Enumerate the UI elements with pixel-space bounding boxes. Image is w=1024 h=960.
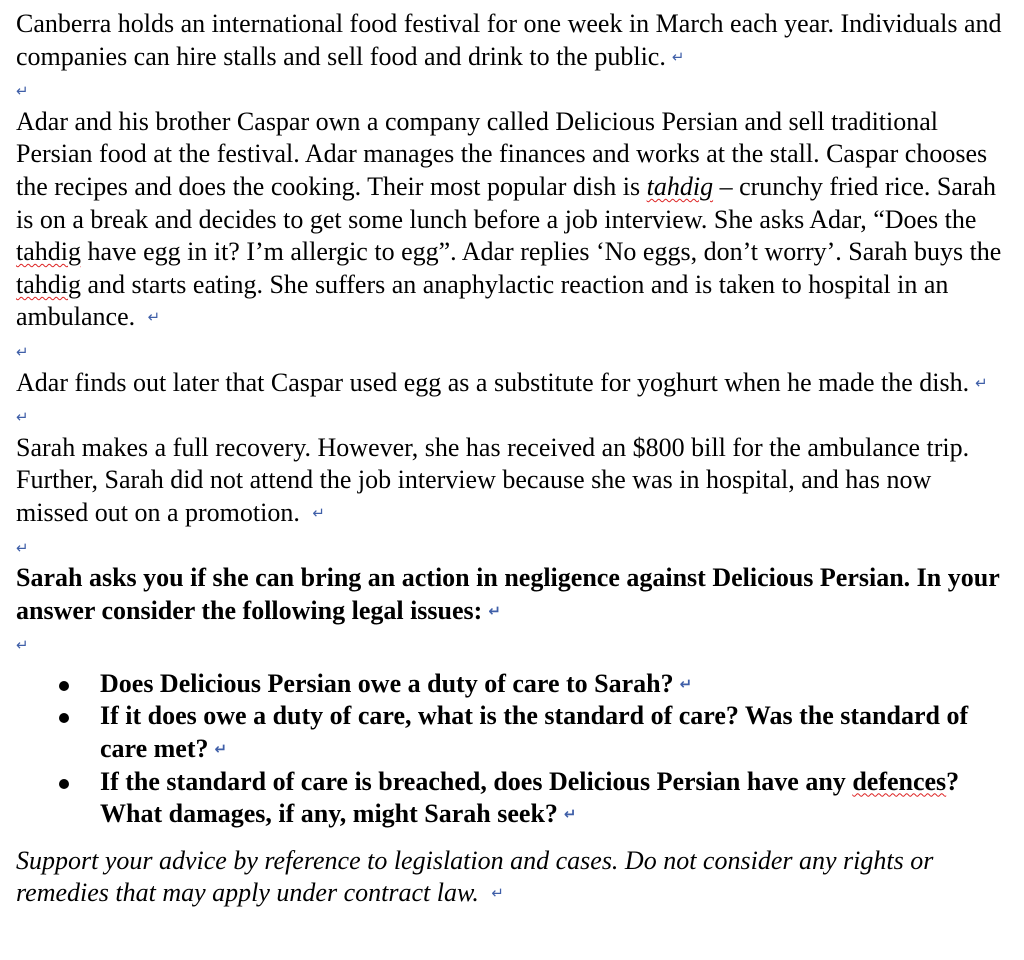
- empty-paragraph: [16, 73, 1006, 106]
- paragraph-mark-icon: ↵: [679, 674, 693, 693]
- paragraph-egg-discovery: [16, 367, 1006, 400]
- paragraph-mark-icon: ↵: [16, 408, 29, 427]
- paragraph-mark-icon: ↵: [488, 601, 501, 620]
- paragraph-facts-text: Adar and his brother Caspar own a company called Delicious Persian and sell traditional Persian food at the festival. Adar manages the finances and works at the stall. Caspar chooses the recipes and does the cooking. Their most popular dish is: [16, 106, 988, 201]
- paragraph-festival-text: Canberra holds an international food festival for one week in March each year. Individuals and companies can hire stalls and sell food and drink to the public.: [16, 9, 1002, 71]
- issue-text: If the standard of care is breached, does Delicious Persian have any: [100, 766, 853, 796]
- spacer: [16, 831, 1006, 845]
- paragraph-recovery: [16, 432, 1006, 530]
- tahdig-term: tahdig: [16, 237, 81, 267]
- paragraph-facts-text: – crunchy fried rice. Sarah is on a break and decides to get some lunch before a job interview. She asks Adar, “Does the: [16, 171, 997, 234]
- empty-paragraph: [16, 399, 1006, 432]
- paragraph-facts: [16, 106, 1006, 334]
- paragraph-festival: [16, 8, 1006, 73]
- issue-text: ? What damages, if any, might Sarah seek?: [100, 766, 960, 829]
- closing-instruction-text: Support your advice by reference to legislation and cases. Do not consider any rights or remedies that may apply under contract law.: [16, 845, 934, 908]
- issue-text: Does Delicious Persian owe a duty of care to Sarah?: [100, 668, 674, 698]
- paragraph-mark-icon: ↵: [563, 805, 577, 824]
- question-paragraph: [16, 562, 1006, 627]
- bullet-icon: [59, 681, 69, 691]
- list-item: [16, 668, 1006, 701]
- list-item: [16, 766, 1006, 831]
- bullet-icon: [59, 779, 69, 789]
- paragraph-mark-icon: ↵: [671, 47, 685, 66]
- bullet-icon: [59, 713, 69, 723]
- tahdig-term: tahdig: [16, 269, 81, 299]
- empty-paragraph: [16, 627, 1006, 660]
- paragraph-mark-icon: ↵: [975, 373, 988, 392]
- empty-paragraph: [16, 530, 1006, 563]
- legal-issues-list: [16, 668, 1006, 831]
- paragraph-mark-icon: ↵: [16, 82, 29, 101]
- paragraph-mark-icon: ↵: [16, 636, 29, 655]
- paragraph-mark-icon: ↵: [16, 538, 29, 557]
- question-text: Sarah asks you if she can bring an action in negligence against Delicious Persian. In your answer consider the following legal issues:: [16, 563, 1000, 625]
- list-item: [16, 700, 1006, 765]
- issue-text: If it does owe a duty of care, what is the standard of care? Was the standard of care met?: [100, 701, 969, 764]
- defences-term: defences: [852, 766, 947, 796]
- paragraph-mark-icon: ↵: [16, 342, 29, 361]
- empty-paragraph: [16, 334, 1006, 367]
- document-body: [16, 8, 1006, 910]
- paragraph-recovery-text: Sarah makes a full recovery. However, she has received an $800 bill for the ambulance trip. Further, Sarah did not attend the job interview because she was in hospital, and has now missed out on a promotion.: [16, 432, 970, 527]
- tahdig-term: tahdig: [646, 171, 714, 201]
- paragraph-mark-icon: ↵: [214, 740, 228, 759]
- paragraph-mark-icon: ↵: [312, 503, 325, 522]
- paragraph-mark-icon: ↵: [147, 308, 161, 327]
- paragraph-mark-icon: ↵: [491, 884, 504, 903]
- paragraph-facts-text: and starts eating. She suffers an anaphylactic reaction and is taken to hospital in an ambulance.: [16, 269, 949, 332]
- paragraph-egg-discovery-text: Adar finds out later that Caspar used egg as a substitute for yoghurt when he made the dish.: [16, 367, 970, 397]
- closing-instruction: [16, 845, 1006, 910]
- paragraph-facts-text: have egg in it? I’m allergic to egg”. Adar replies ‘No eggs, don’t worry’. Sarah buys the: [81, 237, 1002, 267]
